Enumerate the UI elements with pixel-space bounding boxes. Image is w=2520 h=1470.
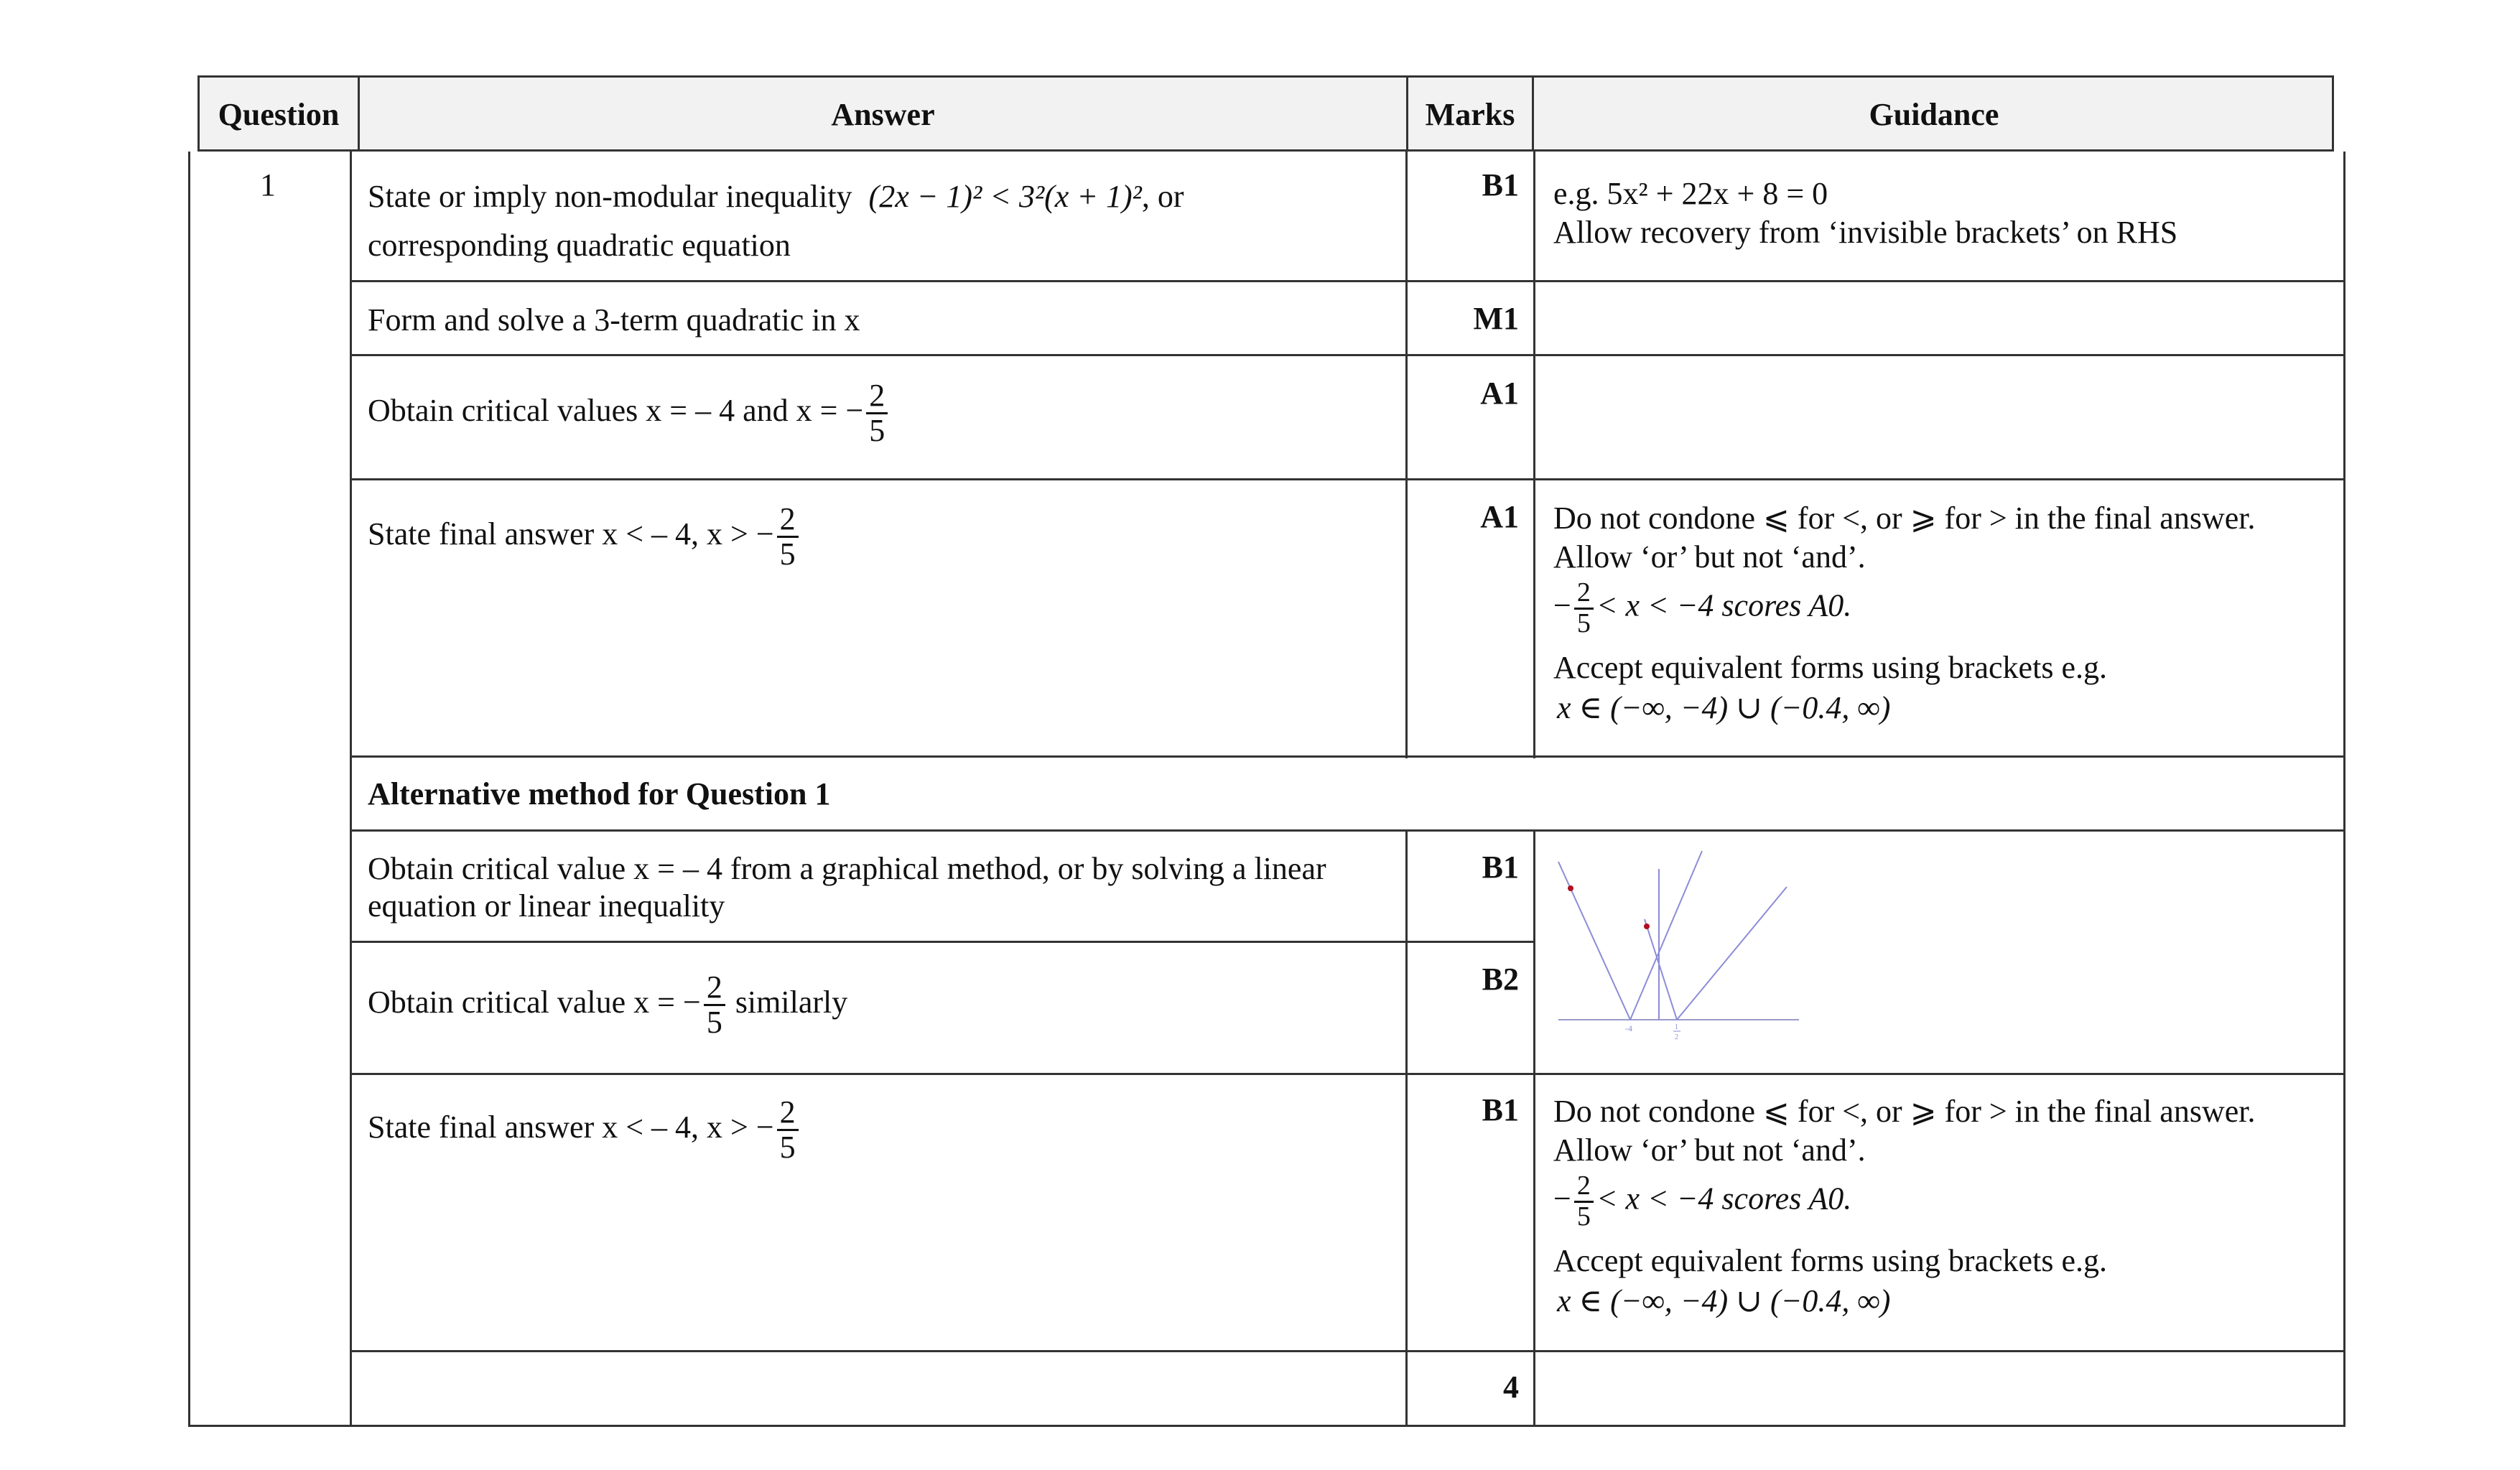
fraction-numerator: 2 [1574,1172,1594,1203]
alt-row3-mark: B1 [1482,1092,1519,1127]
answer-text: State final answer x < – 4, x > − [368,1109,774,1145]
column-divider [1405,829,1408,1427]
fraction-denominator: 5 [869,413,885,449]
intersection-point [1644,924,1650,929]
table-header [197,75,2334,152]
fraction-denominator: 5 [779,1130,796,1166]
total-mark: 4 [1503,1369,1519,1405]
fraction-numerator: 2 [777,503,799,538]
answer-text: , or [1141,179,1184,214]
intersection-point [1568,885,1573,891]
row4-guidance-fraction-line [1553,579,1851,638]
fraction [1574,579,1594,638]
row-divider [350,478,2345,480]
row1-guidance-line2: Allow recovery from ‘invisible brackets’ on RHS [1553,215,2178,250]
alt-row3-guidance-fraction-line [1553,1172,1851,1232]
graph-line [1645,919,1677,1020]
row2-mark: M1 [1473,301,1519,336]
guidance-text: − [1553,1181,1571,1217]
graph-line [1630,851,1702,1020]
guidance-text: − [1553,587,1571,623]
row-divider [350,280,2345,282]
question-number: 1 [260,167,276,203]
alt-row2-mark: B2 [1482,962,1519,997]
header-answer: Answer [831,97,935,132]
row-divider [350,354,2345,356]
alt-row3-guidance-line2: Allow ‘or’ but not ‘and’. [1553,1132,1866,1168]
row2-answer: Form and solve a 3-term quadratic in x [368,302,860,338]
tick-label: 2 [1675,1033,1678,1041]
alt-row3-guidance-line4: Accept equivalent forms using brackets e.g. [1553,1243,2107,1278]
alt-row3-guidance-line1: Do not condone ⩽ for <, or ⩾ for > in the final answer. [1553,1094,2256,1129]
row4-guidance-line2: Allow ‘or’ but not ‘and’. [1553,539,1866,574]
alt-row1-answer-line1: Obtain critical value x = – 4 from a graphical method, or by solving a linear [368,851,1326,886]
fraction [1574,1172,1594,1232]
answer-text: Obtain critical values x = – 4 and x = − [368,392,864,428]
tick-label: 1 [1675,1023,1678,1031]
answer-text: Obtain critical value x = − [368,984,701,1020]
fraction-denominator: 5 [1576,608,1591,638]
column-divider [1533,152,1535,758]
fraction [777,1096,799,1164]
fraction [777,503,799,571]
answer-text: State or imply non-modular inequality [368,179,852,214]
alt-method-heading: Alternative method for Question 1 [368,776,831,811]
tick-label: -4 [1625,1023,1632,1033]
row3-mark: A1 [1480,376,1519,411]
row-divider [350,1073,2345,1075]
graph-figure [1544,840,1810,1063]
row-divider [350,941,1535,943]
row1-answer [368,178,1184,215]
header-question: Question [218,97,340,132]
row3-answer [368,379,891,447]
fraction-numerator: 2 [866,379,888,414]
row1-guidance-line1: e.g. 5x² + 22x + 8 = 0 [1553,176,1828,211]
alt-row2-answer [368,971,847,1039]
column-divider [1405,152,1408,758]
row-divider [350,1350,2345,1352]
alt-row3-guidance-line5: x ∈ (−∞, −4) ∪ (−0.4, ∞) [1557,1283,1891,1318]
graph-line [1558,862,1630,1020]
alt-row3-answer [368,1096,801,1164]
row4-mark: A1 [1480,499,1519,534]
alt-row1-mark: B1 [1482,850,1519,885]
header-guidance: Guidance [1869,97,1999,132]
alt-row1-answer-line2: equation or linear inequality [368,888,725,924]
fraction-denominator: 5 [779,536,796,572]
fraction-denominator: 5 [1576,1201,1591,1232]
row-divider [350,755,2345,758]
answer-text: State final answer x < – 4, x > − [368,516,774,552]
guidance-text: < x < −4 scores A0. [1596,1181,1852,1217]
fraction-numerator: 2 [777,1096,799,1131]
row1-answer-line2: corresponding quadratic equation [368,228,791,263]
row-divider [350,829,2345,832]
guidance-text: < x < −4 scores A0. [1596,587,1852,623]
column-divider [350,152,352,1427]
row4-guidance-line4: Accept equivalent forms using brackets e.g. [1553,650,2107,685]
fraction [704,971,725,1039]
answer-math: (2x − 1)² < 3²(x + 1)² [868,179,1142,214]
row4-guidance-line1: Do not condone ⩽ for <, or ⩾ for > in the final answer. [1553,501,2256,536]
header-marks: Marks [1425,97,1515,132]
row1-mark: B1 [1482,167,1519,203]
answer-text: similarly [735,984,848,1020]
row4-answer [368,503,801,571]
column-divider [1533,829,1535,1427]
graph-line [1677,887,1787,1020]
fraction-denominator: 5 [706,1005,722,1041]
fraction-numerator: 2 [1574,579,1594,610]
row4-guidance-line5: x ∈ (−∞, −4) ∪ (−0.4, ∞) [1557,690,1891,725]
fraction-numerator: 2 [704,971,725,1006]
fraction [866,379,888,447]
